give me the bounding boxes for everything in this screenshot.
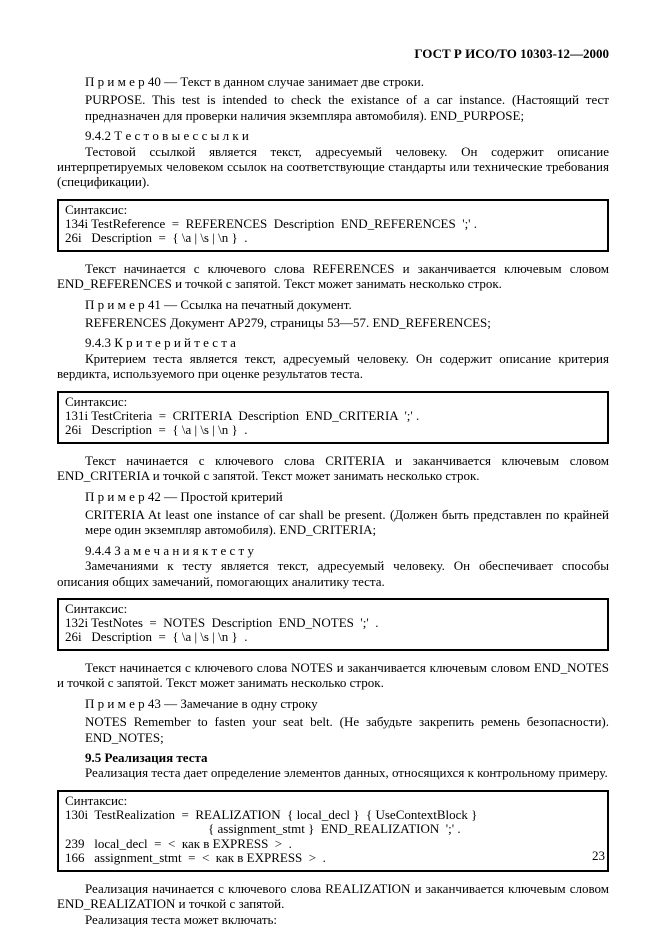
- syntax-rule-line: { assignment_stmt } END_REALIZATION ';' .: [65, 821, 461, 837]
- example-text: CRITERIA At least one instance of car shall be present. (Должен быть представлен по крайней мере один экземпляр автомобиля). END_CRITERIA;: [85, 506, 609, 538]
- running-header: ГОСТ Р ИСО/ТО 10303-12—2000: [414, 46, 609, 61]
- syntax-box: [57, 199, 609, 252]
- paragraph: Реализация теста дает определение элементов данных, относящихся к контрольному примеру.: [85, 765, 608, 781]
- syntax-rule-line: 132i TestNotes = NOTES Description END_NOTES ';' .: [65, 614, 379, 630]
- section-heading: 9.4.4 З а м е ч а н и я к т е с т у: [85, 542, 254, 558]
- syntax-label: Синтаксис:: [65, 393, 128, 409]
- example-caption: П р и м е р 42 — Простой критерий: [85, 488, 283, 504]
- example-caption: П р и м е р 41 — Ссылка на печатный документ.: [85, 296, 352, 312]
- paragraph: Реализация начинается с ключевого слова REALIZATION и заканчивается ключевым словом END_REALIZATION и точкой с запятой.: [57, 880, 609, 912]
- section-heading: 9.5 Реализация теста: [85, 749, 208, 765]
- syntax-rule-line: 134i TestReference = REFERENCES Description END_REFERENCES ';' .: [65, 215, 478, 231]
- syntax-box: [57, 598, 609, 651]
- syntax-rule-line: 26i Description = { \a | \s | \n } .: [65, 422, 248, 438]
- paragraph: Тестовой ссылкой является текст, адресуемый человеку. Он содержит описание интерпретируемых человеком ссылок на соответствующие стандарты или технические требования (спецификации).: [57, 143, 609, 190]
- example-text: PURPOSE. This test is intended to check the existance of a car instance. (Настоящий тест предназначен для проверки наличия экземпляра автомобиля). END_PURPOSE;: [85, 92, 609, 123]
- syntax-label: Синтаксис:: [65, 201, 128, 217]
- syntax-box: [57, 790, 609, 872]
- paragraph: Текст начинается с ключевого слова CRITERIA и заканчивается ключевым словом END_CRITERIA и точкой с запятой. Текст может занимать несколько строк.: [57, 452, 609, 484]
- paragraph: Критерием теста является текст, адресуемый человеку. Он содержит описание критерия вердикта, используемого при оценке результатов теста.: [57, 350, 609, 382]
- paragraph: Текст начинается с ключевого слова REFERENCES и заканчивается ключевым словом END_REFERENCES и точкой с запятой. Текст может занимать несколько строк.: [57, 260, 609, 292]
- syntax-rule-line: 26i Description = { \a | \s | \n } .: [65, 629, 248, 645]
- example-caption: П р и м е р 40 — Текст в данном случае занимает две строки.: [85, 74, 425, 89]
- paragraph: Текст начинается с ключевого слова NOTES и заканчивается ключевым словом END_NOTES и точкой с запятой. Текст может занимать несколько строк.: [57, 659, 609, 691]
- section-heading: 9.4.2 Т е с т о в ы е с с ы л к и: [85, 128, 249, 144]
- syntax-rule-line: 26i Description = { \a | \s | \n } .: [65, 230, 248, 246]
- example-caption: П р и м е р 43 — Замечание в одну строку: [85, 695, 318, 711]
- syntax-rule-line: 130i TestRealization = REALIZATION { local_decl } { UseContextBlock }: [65, 806, 478, 822]
- page-number: 23: [592, 848, 605, 863]
- syntax-rule-line: 131i TestCriteria = CRITERIA Description END_CRITERIA ';' .: [65, 407, 420, 423]
- example-text: REFERENCES Документ АР279, страницы 53—57. END_REFERENCES;: [85, 315, 491, 331]
- paragraph: Реализация теста может включать:: [85, 911, 278, 927]
- example-text: NOTES Remember to fasten your seat belt. (Не забудьте закрепить ремень безопасности). END_NOTES;: [85, 714, 609, 745]
- document-body: [57, 74, 609, 927]
- syntax-label: Синтаксис:: [65, 600, 128, 616]
- syntax-rule-line: 166 assignment_stmt = < как в EXPRESS > .: [65, 850, 326, 866]
- section-heading: 9.4.3 К р и т е р и й т е с т а: [85, 335, 236, 351]
- syntax-label: Синтаксис:: [65, 792, 128, 808]
- paragraph: Замечаниями к тесту является текст, адресуемый человеку. Он обеспечивает способы описания общих замечаний, помогающих аналитику теста.: [57, 558, 609, 589]
- syntax-rule-line: 239 local_decl = < как в EXPRESS > .: [65, 835, 292, 851]
- syntax-box: [57, 391, 609, 444]
